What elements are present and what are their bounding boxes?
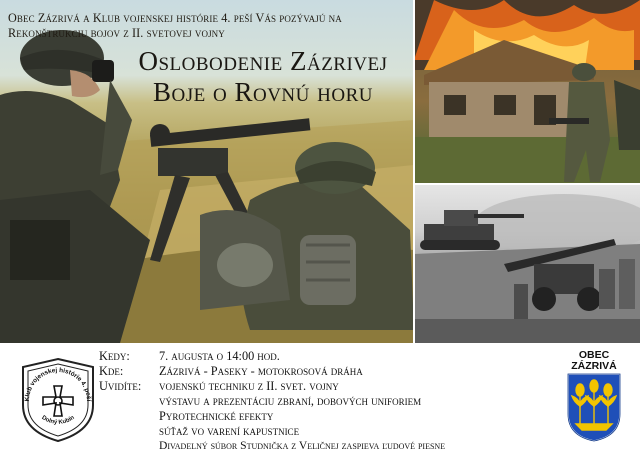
program-item: Divadelný súbor Studnička z Veličnej zaspieva ľudové piesne bbox=[159, 439, 446, 452]
invitation-text: Obec Zázrivá a Klub vojenskej histórie 4. peší Vás pozývajú na Rekonštrukciu bojov z II. svetovej vojny bbox=[8, 11, 342, 40]
club-name-text: Klub vojenskej histórie 4. peší bbox=[23, 366, 93, 402]
program-item: výstavu a prezentáciu zbraní, dobových uniforiem bbox=[159, 394, 422, 408]
photo-divider-vertical bbox=[413, 0, 415, 343]
event-title-line-1: Oslobodenie Zázrivej bbox=[138, 46, 388, 76]
event-title bbox=[118, 46, 408, 108]
municipality-label-line-2: ZÁZRIVÁ bbox=[571, 360, 617, 372]
event-title-line-2: Boje o Rovnú horu bbox=[153, 77, 373, 107]
club-town-text: Dolný Kubín bbox=[40, 414, 76, 426]
where-value: Zázrivá - Paseky - motokrosová dráha bbox=[159, 364, 363, 378]
when-value: 7. augusta o 14:00 hod. bbox=[159, 349, 280, 363]
program-label: Uvidíte: bbox=[99, 379, 142, 393]
photo-divider-horizontal bbox=[414, 183, 640, 185]
program-item: vojenskú techniku z II. svet. vojny bbox=[159, 379, 339, 393]
program-item: Pyrotechnické efekty bbox=[159, 409, 274, 423]
when-label: Kedy: bbox=[99, 349, 130, 363]
tank-battle-photo bbox=[414, 184, 640, 343]
where-label: Kde: bbox=[99, 364, 124, 378]
municipality-label bbox=[564, 350, 624, 372]
burning-house-photo bbox=[414, 0, 640, 184]
club-emblem-icon bbox=[19, 357, 97, 443]
program-item: súťaž vo varení kapustnice bbox=[159, 424, 300, 438]
coat-of-arms-icon bbox=[566, 372, 622, 443]
municipality-label-line-1: OBEC bbox=[578, 349, 610, 361]
